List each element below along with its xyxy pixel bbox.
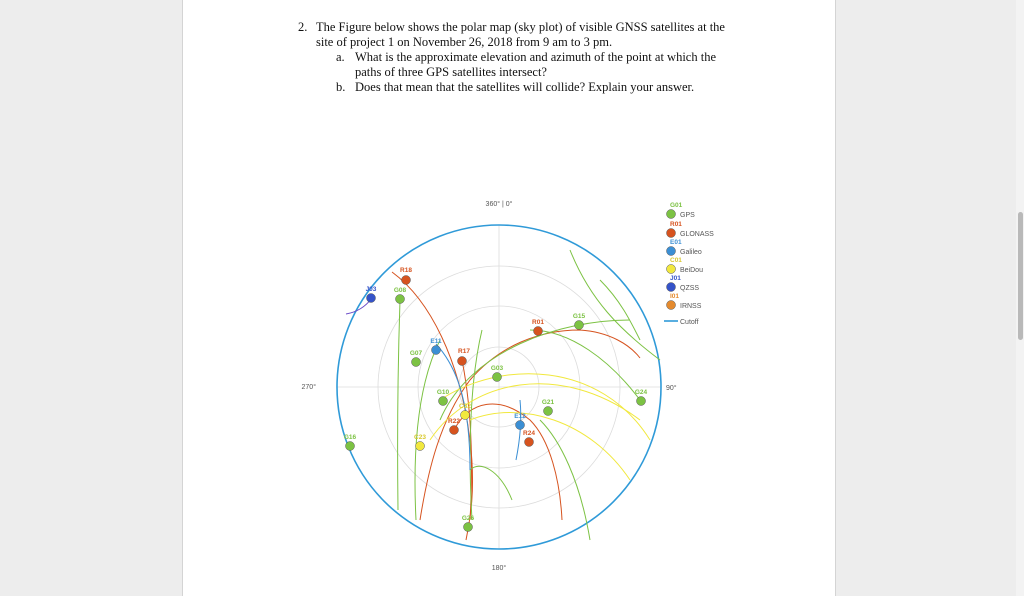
- legend-item-beidou: [667, 257, 704, 274]
- legend-item-glonass: [667, 221, 715, 238]
- sat-G15: [573, 313, 586, 330]
- legend-item-irnss: [667, 293, 702, 310]
- track-r01: [420, 330, 640, 520]
- sat-label-j03: J03: [365, 286, 377, 293]
- question-text-line-1: The Figure below shows the polar map (sky plot) of visible GNSS satellites at the: [316, 20, 725, 34]
- axis-label-east: 90°: [666, 385, 677, 392]
- axis-label-west: 270°: [301, 384, 316, 391]
- sat-label-e12: E12: [514, 413, 526, 420]
- part-b-text: Does that mean that the satellites will collide? Explain your answer.: [355, 80, 695, 94]
- track-g26: [470, 466, 512, 500]
- legend-code-beidou: C01: [670, 257, 682, 264]
- sat-E11: [430, 338, 442, 355]
- sat-label-c32: C32: [459, 403, 471, 410]
- sat-label-g08: G08: [393, 287, 407, 294]
- sat-E12: [514, 413, 526, 430]
- legend-label-qzss: QZSS: [680, 285, 700, 292]
- sat-label-r24: R24: [523, 430, 535, 437]
- sat-G03: [491, 365, 504, 382]
- sat-label-r22: R22: [448, 418, 460, 425]
- sat-label-c23: C23: [414, 434, 426, 441]
- legend-item-galileo: [667, 239, 702, 256]
- legend-item-gps: [667, 202, 696, 219]
- legend-label-cutoff: Cutoff: [680, 319, 699, 326]
- legend-item-qzss: [667, 275, 700, 292]
- legend-label-gps: GPS: [680, 212, 695, 219]
- sat-R17: [458, 348, 471, 366]
- track-g07: [415, 340, 440, 520]
- legend-code-galileo: E01: [670, 239, 682, 246]
- track-g08: [398, 300, 400, 510]
- legend-code-irnss: I01: [670, 293, 680, 300]
- track-c32b: [470, 413, 630, 481]
- sat-R24: [523, 430, 535, 447]
- part-a-text-line-1: What is the approximate elevation and azimuth of the point at which the: [355, 50, 716, 64]
- sat-G24: [635, 389, 648, 406]
- axis-label-south: 180°: [491, 565, 507, 572]
- axis-label-north: 360° | 0°: [485, 201, 513, 208]
- legend-code-gps: G01: [670, 202, 683, 209]
- sat-G21: [542, 399, 555, 416]
- sat-label-g15: G15: [572, 313, 586, 320]
- track-e12: [516, 400, 521, 460]
- sat-label-g07: G07: [409, 350, 423, 357]
- part-a-text-line-2: paths of three GPS satellites intersect?: [355, 65, 547, 79]
- sat-label-g21: G21: [541, 399, 555, 406]
- sat-label-g16: G16: [343, 434, 357, 441]
- sat-G16: [344, 434, 357, 451]
- part-b-letter: b.: [336, 80, 346, 94]
- sat-G08: [394, 287, 407, 304]
- track-g21: [540, 420, 590, 540]
- legend-label-galileo: Galileo: [680, 249, 702, 256]
- sat-R18: [400, 267, 412, 285]
- legend-label-irnss: IRNSS: [680, 303, 702, 310]
- sat-R22: [448, 418, 460, 435]
- legend-label-beidou: BeiDou: [680, 267, 703, 274]
- legend-code-glonass: R01: [670, 221, 682, 228]
- question-text-line-2: site of project 1 on November 26, 2018 from 9 am to 3 pm.: [316, 35, 613, 49]
- question-number: 2.: [298, 20, 308, 34]
- sat-label-r17: R17: [458, 348, 470, 355]
- sat-label-r01: R01: [532, 319, 544, 326]
- sat-label-g10: G10: [436, 389, 450, 396]
- sat-J03: [366, 286, 377, 303]
- sat-label-g24: G24: [634, 389, 648, 396]
- part-a-letter: a.: [336, 50, 345, 64]
- sat-G07: [410, 350, 423, 367]
- sat-label-r18: R18: [400, 267, 412, 274]
- sat-R01: [532, 319, 544, 336]
- track-g24: [530, 330, 640, 400]
- sat-label-g26: G26: [461, 515, 475, 522]
- track-g15: [570, 250, 660, 360]
- legend-item-cutoff: [664, 319, 699, 326]
- legend: [664, 202, 714, 326]
- sat-label-g03: G03: [490, 365, 504, 372]
- legend-label-glonass: GLONASS: [680, 231, 714, 238]
- sat-G10: [437, 389, 450, 406]
- sat-G26: [462, 515, 475, 532]
- sat-label-e11: E11: [430, 338, 442, 345]
- legend-code-qzss: J01: [670, 275, 681, 282]
